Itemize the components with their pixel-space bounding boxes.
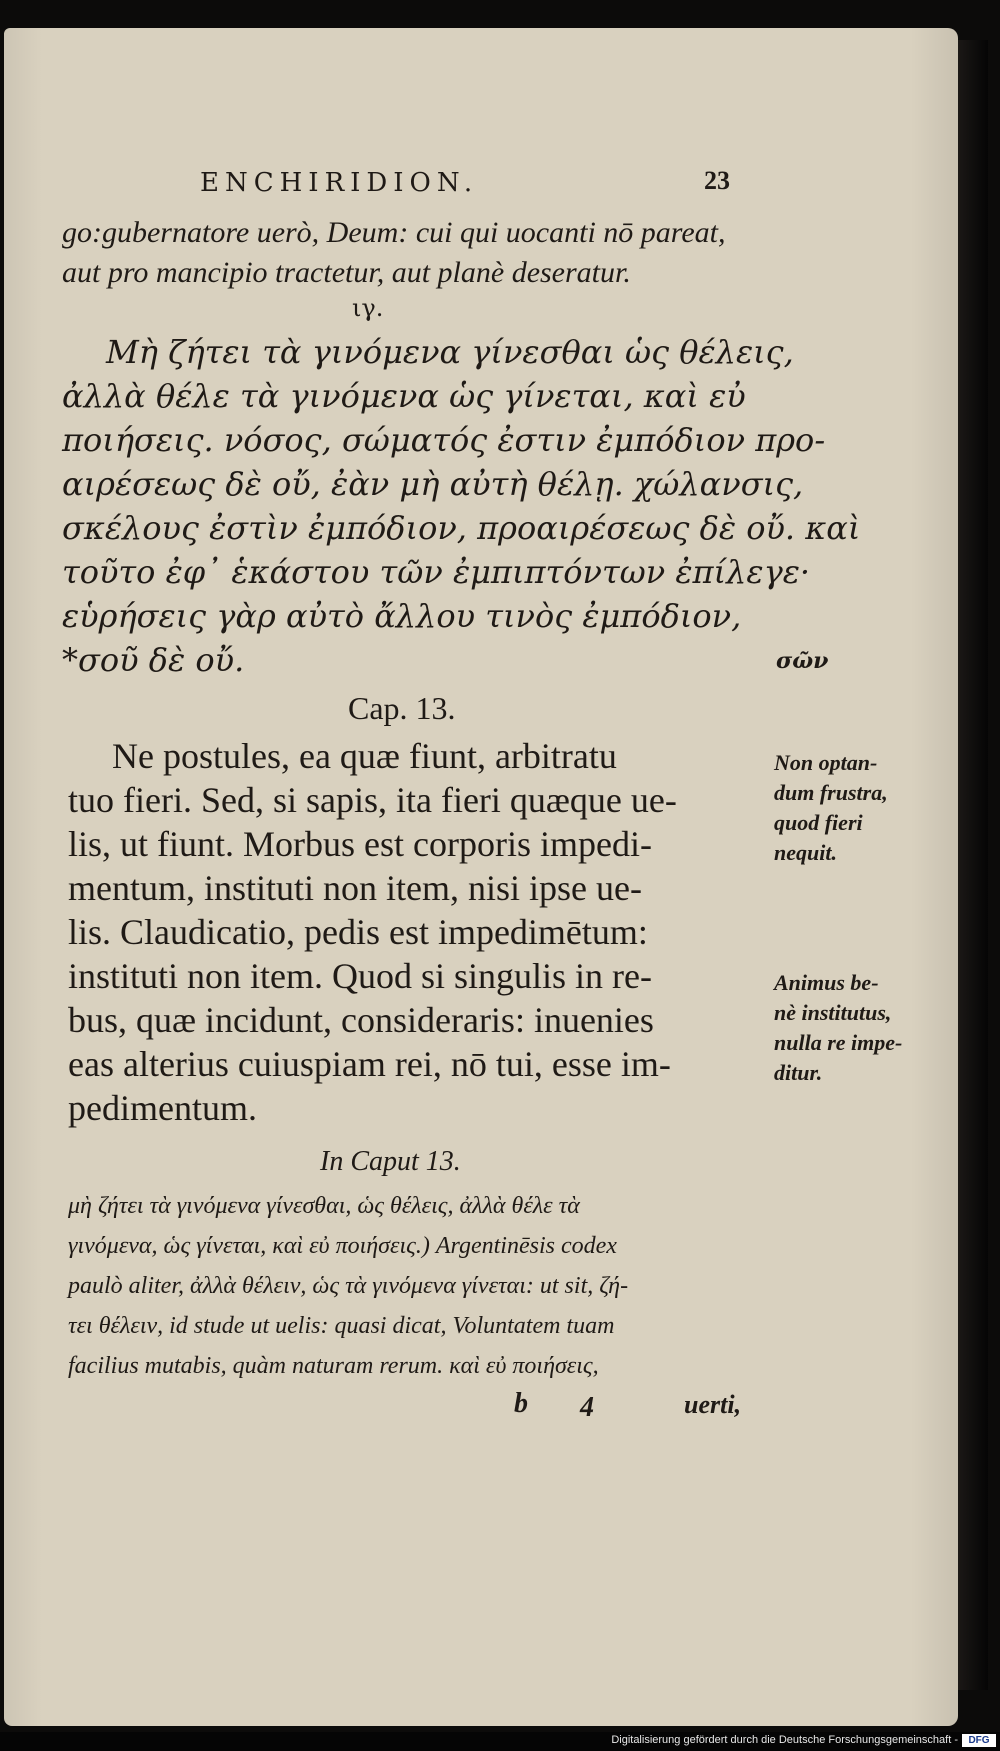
greek-line-1: Μὴ ζήτει τὰ γινόμενα γίνεσθαι ὡς θέλεις, — [106, 333, 794, 371]
digitization-credit: Digitalisierung gefördert durch die Deutsche Forschungsgemeinschaft - — [611, 1734, 958, 1746]
commentary-heading: In Caput 13. — [320, 1146, 461, 1177]
greek-line-3: ποιήσεις. νόσος, σώματός ἐστιν ἐμπόδιον προ- — [62, 421, 826, 459]
greek-line-4: αιρέσεως δὲ οὔ, ἐὰν μὴ αὐτὴ θέλῃ. χώλανσις, — [62, 465, 804, 503]
chapter-heading: Cap. 13. — [348, 690, 456, 726]
margin-note-1-line-1: Non optan- — [774, 750, 878, 775]
dfg-logo: DFG — [962, 1734, 996, 1747]
signature-number: 4 — [580, 1392, 594, 1423]
greek-line-5: σκέλους ἐστὶν ἐμπόδιον, προαιρέσεως δὲ οὔ. καὶ — [62, 509, 861, 547]
latin-intro-line-1: go:gubernatore uerò, Deum: cui qui uocanti nō pareat, — [62, 216, 726, 249]
catchword: uerti, — [684, 1390, 742, 1419]
margin-note-2-line-4: ditur. — [774, 1060, 823, 1085]
margin-note-2-line-1: Animus be- — [774, 970, 879, 995]
book-page — [4, 28, 958, 1726]
latin-line-8: eas alterius cuiuspiam rei, nō tui, esse im- — [68, 1044, 671, 1084]
margin-note-2-line-2: nè institutus, — [774, 1000, 892, 1025]
margin-note-1-line-4: nequit. — [774, 840, 837, 865]
latin-line-4: mentum, instituti non item, nisi ipse ue- — [68, 868, 642, 908]
latin-line-7: bus, quæ incidunt, consideraris: inuenies — [68, 1000, 654, 1040]
book-edge-shadow — [958, 40, 988, 1690]
margin-note-2-line-3: nulla re impe- — [774, 1030, 903, 1055]
latin-intro-line-2: aut pro mancipio tractetur, aut planè deseratur. — [62, 256, 631, 289]
commentary-line-4: τει θέλειν, id stude ut uelis: quasi dicat, Voluntatem tuam — [68, 1313, 615, 1339]
latin-line-5: lis. Claudicatio, pedis est impedimētum: — [68, 912, 648, 952]
margin-note-1-line-2: dum frustra, — [774, 780, 888, 805]
greek-line-2: ἀλλὰ θέλε τὰ γινόμενα ὡς γίνεται, καὶ εὐ — [62, 377, 746, 415]
folio-number: 23 — [704, 166, 730, 195]
latin-line-3: lis, ut fiunt. Morbus est corporis impedi- — [68, 824, 652, 864]
greek-line-7: εὑρήσεις γὰρ αὐτὸ ἄλλου τινὸς ἐμπόδιον, — [62, 597, 742, 635]
commentary-line-5: facilius mutabis, quàm naturam rerum. καὶ εὐ ποιήσεις, — [68, 1353, 599, 1379]
latin-line-1: Ne postules, ea quæ fiunt, arbitratu — [112, 736, 617, 776]
greek-line-6: τοῦτο ἐφ᾽ ἑκάστου τῶν ἐμπιπτόντων ἐπίλεγε· — [62, 553, 811, 591]
signature-mark: b — [514, 1388, 528, 1419]
greek-section-number: ιγ. — [352, 294, 384, 322]
commentary-line-1: μὴ ζήτει τὰ γινόμενα γίνεσθαι, ὡς θέλεις, ἀλλὰ θέλε τὰ — [68, 1193, 580, 1219]
commentary-line-2: γινόμενα, ὡς γίνεται, καὶ εὐ ποιήσεις.) Argentinēsis codex — [68, 1233, 617, 1259]
commentary-line-3: paulò aliter, ἀλλὰ θέλειν, ὡς τὰ γινόμενα γίνεται: ut sit, ζή- — [68, 1273, 629, 1299]
greek-margin-note: σῶν — [776, 648, 829, 674]
margin-note-1-line-3: quod fieri — [774, 810, 863, 835]
greek-line-8: *σοῦ δὲ οὔ. — [62, 641, 245, 679]
running-title: ENCHIRIDION. — [200, 168, 479, 198]
latin-line-6: instituti non item. Quod si singulis in re- — [68, 956, 652, 996]
latin-line-9: pedimentum. — [68, 1088, 257, 1128]
latin-line-2: tuo fieri. Sed, si sapis, ita fieri quæque ue- — [68, 780, 677, 820]
